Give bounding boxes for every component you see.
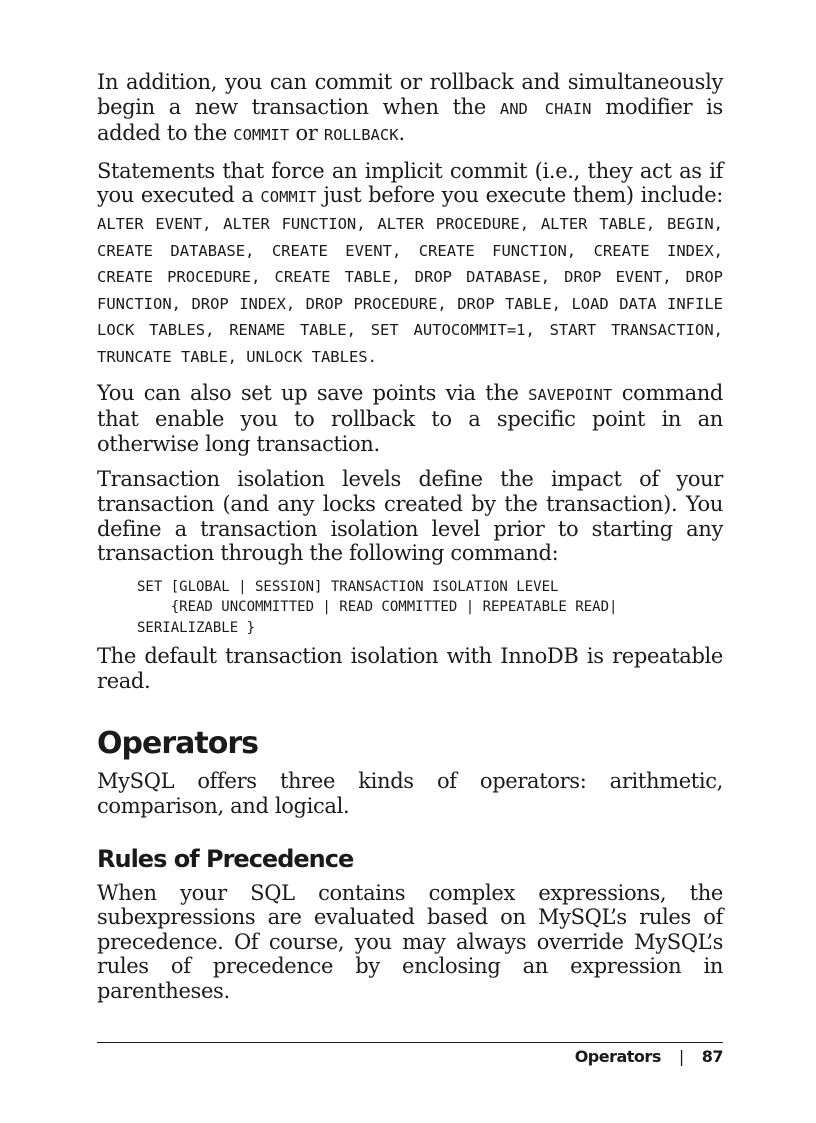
footer-section: Operators bbox=[574, 1047, 661, 1066]
code-block: SET [GLOBAL | SESSION] TRANSACTION ISOLATION LEVEL {READ UNCOMMITTED | READ COMMITTED | REPEATABLE READ| SERIALIZABLE } bbox=[137, 578, 618, 636]
inline-code: COMMIT bbox=[260, 188, 317, 207]
inline-code: AND CHAIN bbox=[499, 99, 592, 118]
footer-rule bbox=[97, 1042, 723, 1043]
text: or bbox=[289, 121, 324, 146]
text: just before you execute them) include: bbox=[316, 183, 723, 208]
text: . bbox=[398, 121, 405, 146]
statement-list: ALTER EVENT, ALTER FUNCTION, ALTER PROCEDURE, ALTER TABLE, BEGIN, CREATE DATABASE, CREATE EVENT, CREATE FUNCTION, CREATE INDEX, CREATE PROCEDURE, CREATE TABLE, DROP DATABASE, DROP EVENT, DROP FUNCTION, DROP INDEX, DROP PROCEDURE, DROP TABLE, LOAD DATA INFILE LOCK TABLES, RENAME TABLE, SET AUTOCOMMIT=1, START TRANSACTION, TRUNCATE TABLE, UNLOCK TABLES. bbox=[97, 214, 723, 366]
paragraph-implicit-commit bbox=[97, 159, 723, 370]
paragraph-precedence: When your SQL contains complex expressions, the subexpressions are evaluated based on MySQL’s rules of precedence. Of course, you may always override MySQL’s rules of precedence by enclosing an expression in parentheses. bbox=[97, 880, 723, 1003]
footer-separator: | bbox=[678, 1047, 684, 1066]
paragraph-and-chain bbox=[97, 70, 723, 148]
paragraph-operators: MySQL offers three kinds of operators: arithmetic, comparison, and logical. bbox=[97, 769, 723, 818]
section-heading: Operators bbox=[97, 726, 258, 762]
text: You can also set up save points via the bbox=[97, 380, 529, 405]
text: command that enable you to rollback to a specific point in an otherwise long transaction. bbox=[97, 380, 724, 456]
paragraph-isolation-levels: Transaction isolation levels define the impact of your transaction (and any locks created by the transaction). You define a transaction isolation level prior to starting any transaction through the following command: bbox=[97, 467, 723, 566]
paragraph-default-isolation: The default transaction isolation with InnoDB is repeatable read. bbox=[97, 644, 723, 693]
subsection-heading: Rules of Precedence bbox=[97, 844, 354, 873]
inline-code: ROLLBACK bbox=[323, 126, 399, 145]
page-body bbox=[97, 70, 723, 1015]
inline-code: SAVEPOINT bbox=[528, 385, 613, 404]
page-footer bbox=[575, 1047, 723, 1066]
text: modifier is added to the bbox=[97, 94, 723, 146]
page-number: 87 bbox=[701, 1047, 723, 1066]
text: In addition, you can commit or rollback and simultaneously begin a new transaction when the bbox=[97, 70, 723, 119]
text: Statements that force an implicit commit (i.e., they act as if you executed a bbox=[97, 158, 723, 208]
paragraph-savepoint bbox=[97, 381, 723, 457]
inline-code: COMMIT bbox=[233, 126, 290, 145]
